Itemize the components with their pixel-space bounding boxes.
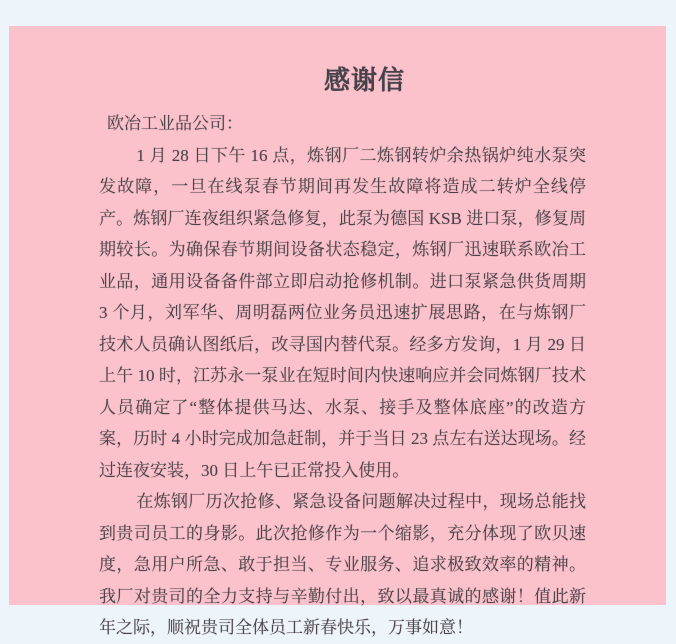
letter-paper [9,26,666,637]
letter-paragraph-2: 在炼钢厂历次抢修、紧急设备问题解决过程中，现场总能找到贵司员工的身影。此次抢修作为一个缩影，充分体现了欧贝速度，急用户所急、敢于担当、专业服务、追求极致效率的精神。我厂对贵司的全力支持与辛勤付出，致以最真诚的感谢！值此新年之际，顺祝贵司全体员工新春快乐，万事如意！ [99,492,586,637]
letter-title: 感谢信 [323,65,405,95]
letter-salutation: 欧冶工业品公司： [107,114,243,133]
letter-paragraph-1: 1 月 28 日下午 16 点，炼钢厂二炼钢转炉余热锅炉纯水泵突发故障，一旦在线泵春节期间再发生故障将造成二转炉全线停产。炼钢厂连夜组织紧急修复，此泵为德国 KSB 进口泵，修复周期较长。为确保春节期间设备状态稳定，炼钢厂迅速联系欧冶工业品，通用设备备件部立即启动抢修机制。进口泵紧急供货周期 3 个月，刘军华、周明磊两位业务员迅速扩展思路，在与炼钢厂技术人员确认图纸后，改寻国内替代泵。经多方发询，1 月 29 日上午 10 时，江苏永一泵业在短时间内快速响应并会同炼钢厂技术人员确定了“整体提供马达、水泵、接手及整体底座”的改造方案，历时 4 小时完成加急赶制，并于当日 23 点左右送达现场。经过连夜安装，30 日上午已正常投入使用。 [99,145,586,480]
letter-body [99,108,586,644]
